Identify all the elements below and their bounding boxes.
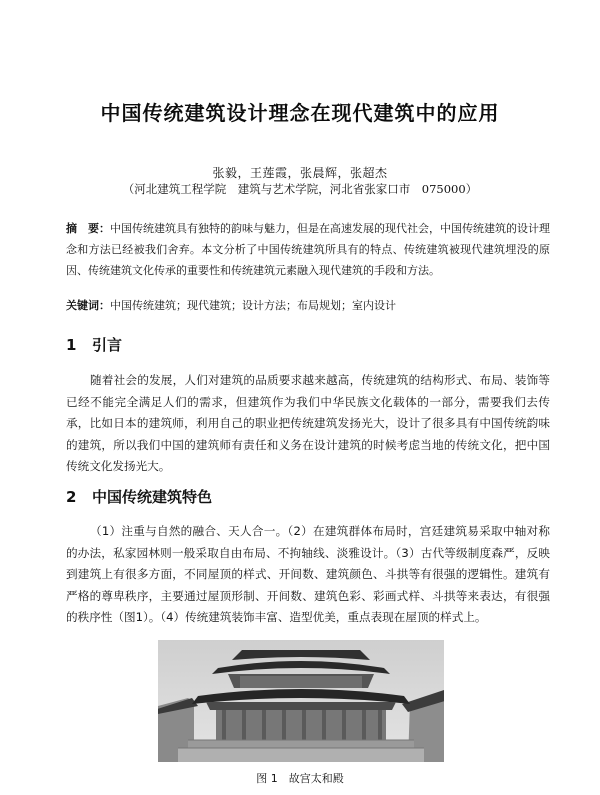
section-number: 1	[66, 336, 77, 354]
keywords-label: 关键词：	[66, 299, 110, 312]
abstract-text: 中国传统建筑具有独特的韵味与魅力，但是在高速发展的现代社会，中国传统建筑的设计理念和方法已经被我们舍弃。本文分析了中国传统建筑所具有的特点、传统建筑被现代建筑埋没的原因、传统建筑文化传承的重要性和传统建筑元素融入现代建筑的手段和方法。	[66, 222, 550, 277]
palace-illustration	[158, 640, 444, 762]
section-title: 引言	[92, 336, 123, 354]
author-affiliation: （河北建筑工程学院 建筑与艺术学院，河北省张家口市 075000）	[122, 182, 478, 196]
author-list: 张毅，王莲霞，张晨辉，张超杰	[212, 166, 388, 180]
figure-caption: 图 1 故宫太和殿	[256, 772, 344, 785]
section-heading-features	[66, 486, 212, 507]
section-number: 2	[66, 488, 77, 506]
features-paragraph: （1）注重与自然的融合、天人合一。（2）在建筑群体布局时，宫廷建筑易采取中轴对称的办法，私家园林则一般采取自由布局、不拘轴线、淡雅设计。（3）古代等级制度森严，反映到建筑上有很多方面，不同屋顶的样式、开间数、建筑颜色、斗拱等有很强的逻辑性。建筑有严格的尊卑秩序，主要通过屋顶形制、开间数、建筑色彩、彩画式样、斗拱等来表达，有很强的秩序性（图1）。（4）传统建筑装饰丰富、造型优美，重点表现在屋顶的样式上。	[66, 524, 550, 624]
abstract-label: 摘 要：	[66, 222, 110, 235]
keywords-text: 中国传统建筑；现代建筑；设计方法；布局规划；室内设计	[110, 299, 396, 312]
section-heading-introduction	[66, 334, 122, 355]
keywords-block	[66, 297, 550, 315]
section-title: 中国传统建筑特色	[92, 488, 213, 506]
abstract-block	[66, 218, 550, 281]
paper-title: 中国传统建筑设计理念在现代建筑中的应用	[100, 101, 500, 125]
introduction-paragraph: 随着社会的发展，人们对建筑的品质要求越来越高，传统建筑的结构形式、布局、装饰等已经不能完全满足人们的需求，但建筑作为我们中华民族文化载体的一部分，需要我们去传承，比如日本的建筑师，利用自己的职业把传统建筑发扬光大，设计了很多具有中国传统韵味的建筑，所以我们中国的建筑师有责任和义务在设计建筑的时候考虑当地的传统文化，把中国传统文化发扬光大。	[66, 373, 550, 473]
palace-hall-photo	[158, 640, 444, 762]
